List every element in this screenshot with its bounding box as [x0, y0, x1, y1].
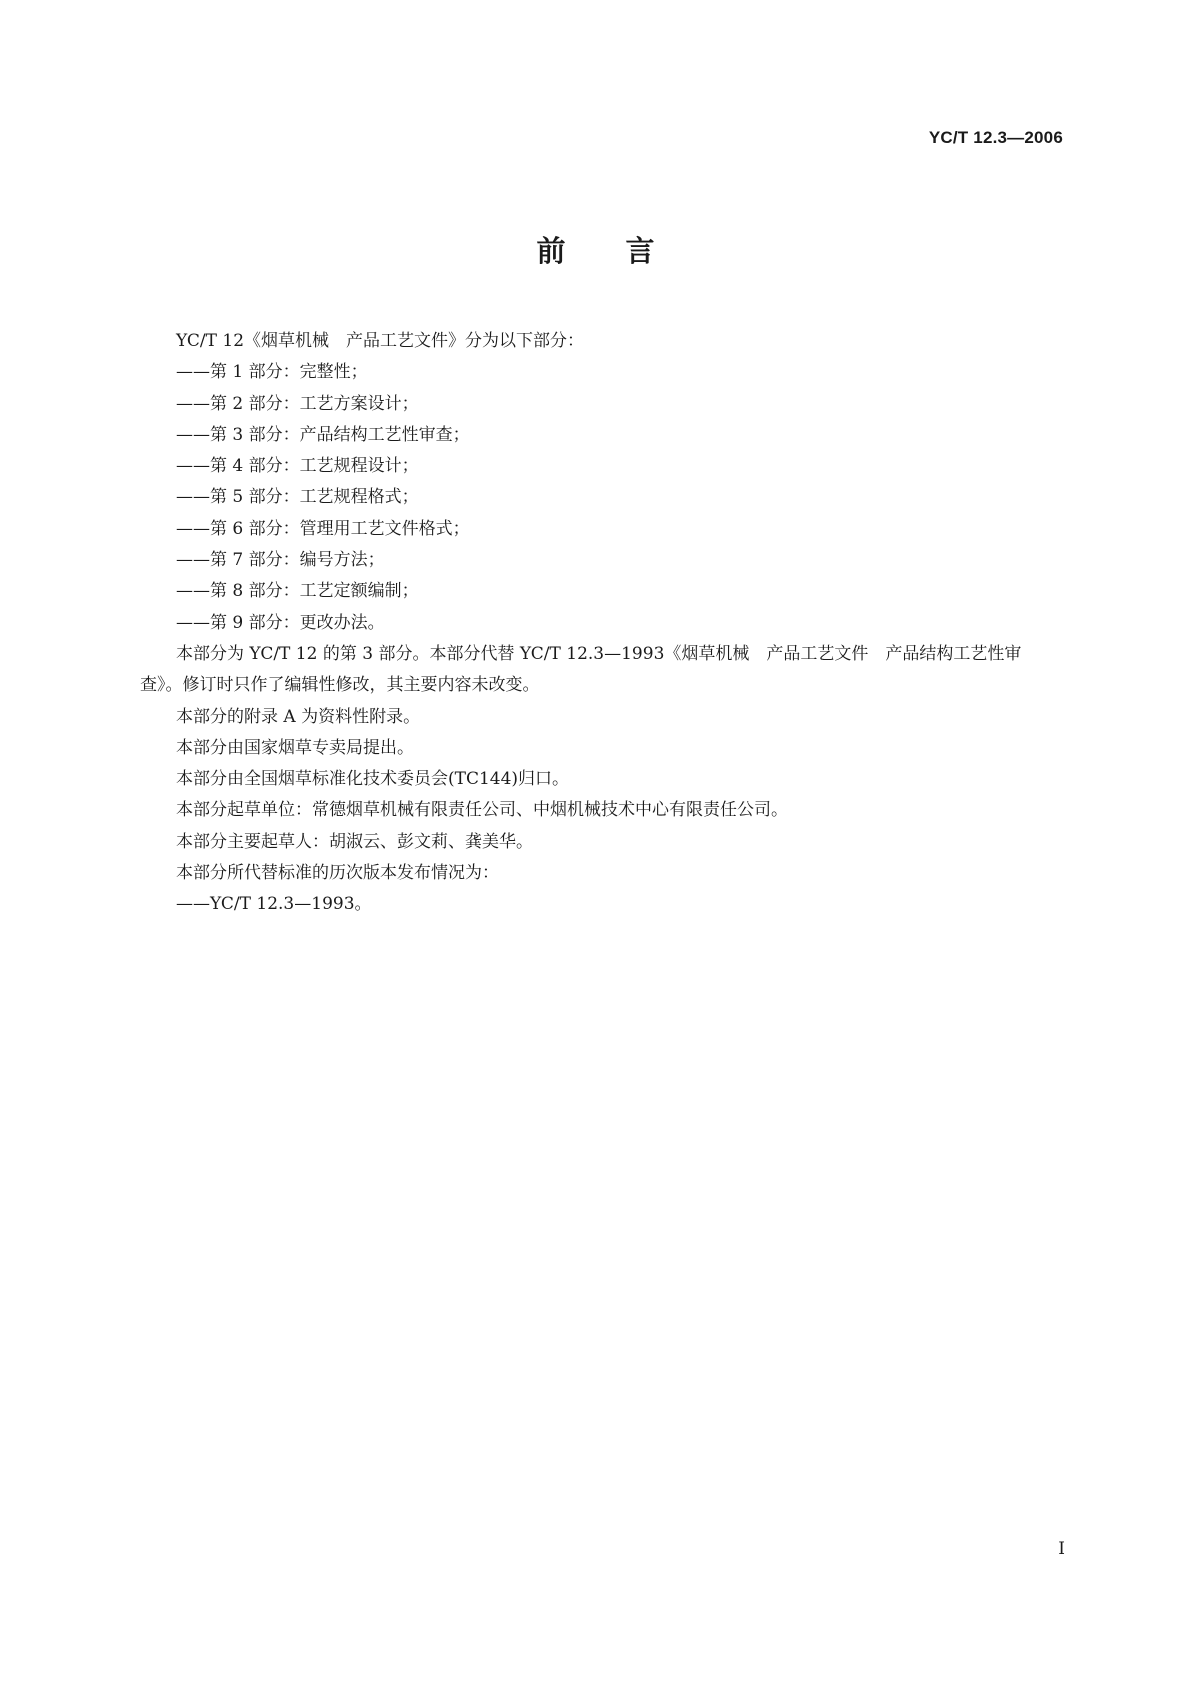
list-item: ——第 7 部分：编号方法； [176, 550, 385, 571]
list-item: ——第 3 部分：产品结构工艺性审查； [176, 424, 470, 445]
paragraph-drafting-units: 本部分起草单位：常德烟草机械有限责任公司、中烟机械技术中心有限责任公司。 [176, 800, 788, 821]
list-item: ——第 9 部分：更改办法。 [176, 612, 385, 633]
parts-list [140, 357, 1058, 639]
paragraph-proposer: 本部分由国家烟草专卖局提出。 [176, 737, 414, 758]
standard-code: YC/T 12.3—2006 [928, 128, 1063, 147]
page-number: I [1058, 1539, 1065, 1559]
list-item: ——第 5 部分：工艺规程格式； [176, 487, 419, 508]
page-title [0, 229, 1191, 270]
title-char-1: 前 [536, 234, 566, 268]
paragraph-annex: 本部分的附录 A 为资料性附录。 [176, 706, 421, 727]
paragraph-replacement: 本部分为 YC/T 12 的第 3 部分。本部分代替 YC/T 12.3—1993《烟草机械 产品工艺文件 产品结构工艺性审查》。修订时只作了编辑性修改，其主要内容未改变。 [140, 643, 1022, 696]
previous-version-item: ——YC/T 12.3—1993。 [176, 894, 372, 915]
title-char-2: 言 [625, 234, 655, 268]
list-item: ——第 2 部分：工艺方案设计； [176, 393, 419, 414]
list-item: ——第 1 部分：完整性； [176, 362, 368, 383]
list-item: ——第 8 部分：工艺定额编制； [176, 581, 419, 602]
foreword-body [140, 326, 1058, 921]
intro-line: YC/T 12《烟草机械 产品工艺文件》分为以下部分： [176, 331, 585, 351]
paragraph-committee: 本部分由全国烟草标准化技术委员会(TC144)归口。 [176, 769, 570, 790]
paragraph-drafters: 本部分主要起草人：胡淑云、彭文莉、龚美华。 [176, 831, 533, 852]
list-item: ——第 4 部分：工艺规程设计； [176, 456, 419, 477]
paragraph-previous-versions: 本部分所代替标准的历次版本发布情况为： [176, 863, 499, 884]
list-item: ——第 6 部分：管理用工艺文件格式； [176, 518, 470, 539]
